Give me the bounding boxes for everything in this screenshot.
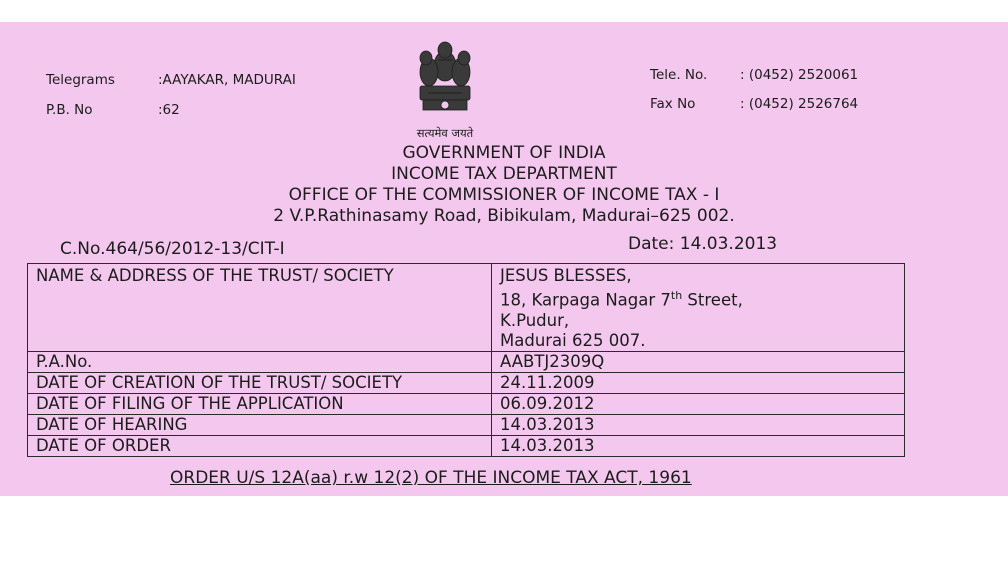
order-heading: ORDER U/S 12A(aa) r.w 12(2) OF THE INCOME TAX ACT, 1961 — [170, 468, 692, 488]
telegrams-value: :AAYAKAR, MADURAI — [158, 72, 296, 88]
creation-date-label: DATE OF CREATION OF THE TRUST/ SOCIETY — [28, 372, 492, 393]
table-row — [28, 351, 905, 372]
fax-no-label: Fax No — [650, 96, 696, 112]
order-date-label: DATE OF ORDER — [28, 435, 492, 456]
office-line-address: 2 V.P.Rathinasamy Road, Bibikulam, Madurai–625 002. — [273, 206, 735, 226]
office-line-commissioner: OFFICE OF THE COMMISSIONER OF INCOME TAX - I — [288, 185, 720, 205]
address-line: JESUS BLESSES, — [500, 266, 632, 285]
fax-no-value: : (0452) 2526764 — [740, 96, 859, 112]
table-row — [28, 435, 905, 456]
order-date: Date: 14.03.2013 — [628, 234, 778, 254]
trust-address — [492, 264, 905, 352]
tele-no-value: : (0452) 2520061 — [740, 67, 859, 83]
table-row — [28, 372, 905, 393]
hearing-date-label: DATE OF HEARING — [28, 414, 492, 435]
table-row — [28, 264, 905, 352]
table-row — [28, 393, 905, 414]
hearing-date-value: 14.03.2013 — [492, 414, 905, 435]
name-address-label: NAME & ADDRESS OF THE TRUST/ SOCIETY — [28, 264, 492, 352]
creation-date-value: 24.11.2009 — [492, 372, 905, 393]
table-row — [28, 414, 905, 435]
address-line: 18, Karpaga Nagar 7th Street, — [500, 289, 743, 310]
telegrams-label: Telegrams — [46, 72, 115, 88]
national-emblem-icon — [414, 36, 476, 138]
order-document — [0, 22, 1008, 496]
filing-date-value: 06.09.2012 — [492, 393, 905, 414]
order-date-value: 14.03.2013 — [492, 435, 905, 456]
pan-label: P.A.No. — [28, 351, 492, 372]
details-table — [27, 263, 905, 457]
pb-no-value: :62 — [158, 102, 180, 118]
pb-no-label: P.B. No — [46, 102, 93, 118]
filing-date-label: DATE OF FILING OF THE APPLICATION — [28, 393, 492, 414]
address-line: Madurai 625 007. — [500, 330, 646, 350]
tele-no-label: Tele. No. — [650, 67, 708, 83]
office-line-government: GOVERNMENT OF INDIA — [402, 143, 606, 163]
pan-value: AABTJ2309Q — [492, 351, 905, 372]
office-line-department: INCOME TAX DEPARTMENT — [391, 164, 617, 184]
emblem-motto: सत्यमेव जयते — [416, 126, 474, 140]
address-line: K.Pudur, — [500, 310, 570, 330]
reference-number: C.No.464/56/2012-13/CIT-I — [60, 239, 285, 259]
